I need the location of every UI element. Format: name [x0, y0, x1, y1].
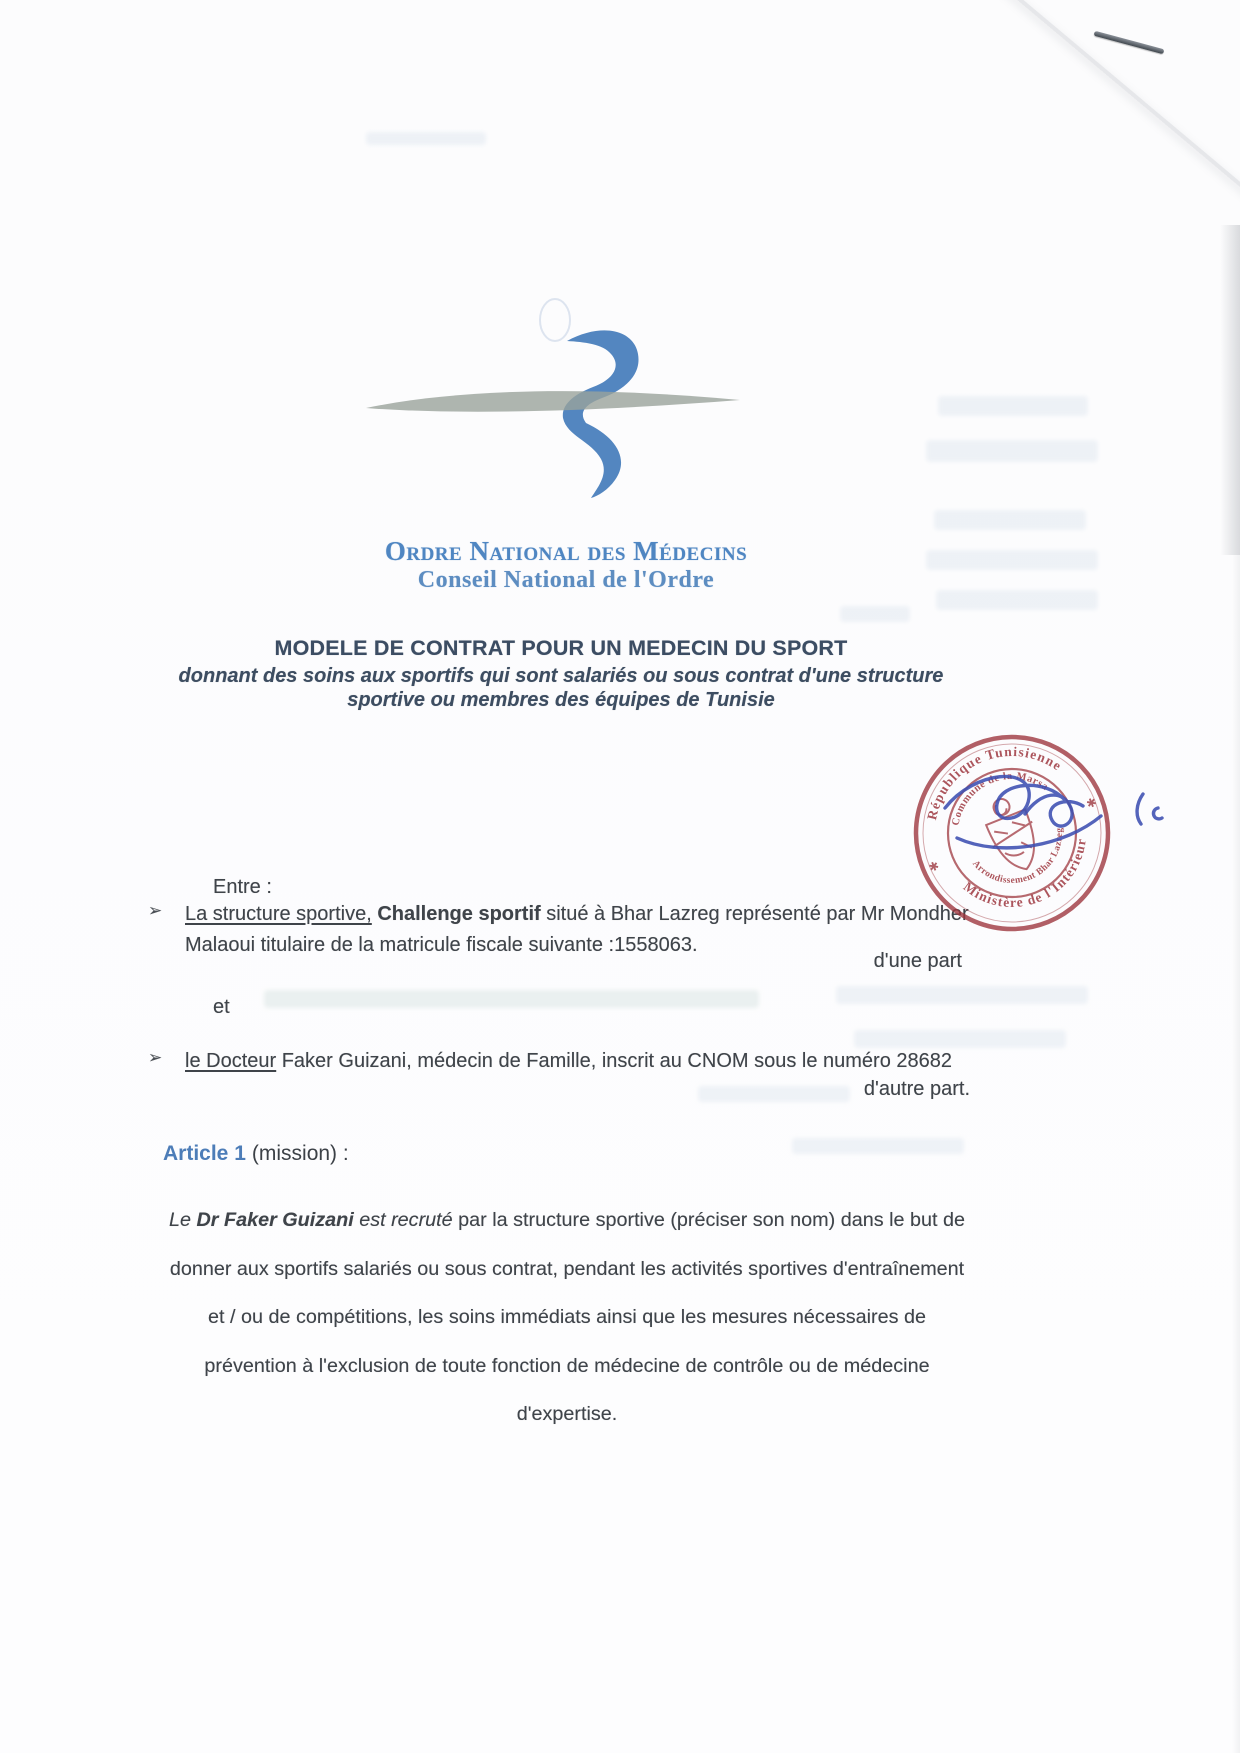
page-edge-shadow [1220, 225, 1240, 555]
document-title-block [0, 636, 1122, 712]
stamp-outer-top-text: République Tunisienne [924, 743, 1065, 822]
bleed-through-mark [366, 132, 486, 145]
stamp-inner-bottom-text: Arrondissement Bhar Lazreg [970, 827, 1066, 887]
stamp-star-left-icon: ✱ [926, 858, 942, 876]
bleed-through-mark [836, 986, 1088, 1004]
stamp-inner-top-text: Commune de la Marsa [950, 770, 1051, 827]
organization-name: Ordre National des Médecins [384, 536, 748, 566]
party1-line2: Malaoui titulaire de la matricule fiscale suivante :1558063. [185, 934, 698, 956]
bleed-through-mark [264, 990, 759, 1008]
article1-lead: Le [168, 1209, 191, 1231]
page-edge-shadow-lower [1232, 555, 1240, 1753]
arrow-bullet-icon: ➢ [148, 901, 163, 920]
bleed-through-mark [840, 606, 910, 622]
organization-council-line: Conseil National de l'Ordre [417, 567, 715, 593]
bleed-through-mark [792, 1138, 964, 1154]
party1-lead: La structure sportive, [185, 903, 372, 925]
article1-number: Article 1 [163, 1142, 246, 1165]
document-subtitle-line2: sportive ou membres des équipes de Tunisie [347, 689, 775, 711]
signature-icon [905, 742, 1180, 912]
arrow-bullet-icon: ➢ [148, 1048, 163, 1067]
party1-closing: d'une part [873, 950, 962, 972]
party2-rest: Faker Guizani, médecin de Famille, inscrit au CNOM sous le numéro 28682 [281, 1050, 953, 1072]
organization-header [0, 536, 1132, 594]
connector-et: et [213, 996, 230, 1018]
party2-lead: le Docteur [185, 1050, 277, 1072]
party2-item [148, 1046, 975, 1077]
article1-doctor-name: Dr Faker Guizani [196, 1209, 354, 1231]
caduceus-serpent-icon [362, 296, 744, 504]
party1-rest: situé à Bhar Lazreg représenté par Mr Mondher [546, 903, 969, 925]
article1-verb: est recruté [359, 1209, 453, 1231]
document-subtitle-line1: donnant des soins aux sportifs qui sont salariés ou sous contrat d'une structure [178, 665, 944, 687]
article1-label: (mission) : [251, 1142, 349, 1165]
bleed-through-mark [934, 510, 1086, 530]
between-label: Entre : [213, 876, 272, 898]
onm-logo [362, 296, 744, 504]
stamp-outer-bottom-text: Ministère de l'Intérieur [960, 836, 1089, 911]
party1-name: Challenge sportif [377, 903, 541, 925]
staple [1094, 31, 1165, 54]
article1-body [160, 1196, 974, 1439]
document-subtitle [0, 664, 1122, 712]
signature [905, 742, 1180, 912]
page-fold-crease [999, 0, 1240, 216]
party2-closing: d'autre part. [863, 1078, 970, 1100]
document-title: MODELE DE CONTRAT POUR UN MEDECIN DU SPORT [274, 636, 848, 660]
party2-text [185, 1046, 975, 1077]
bleed-through-mark [926, 440, 1098, 462]
bleed-through-mark [938, 396, 1088, 416]
stamp-star-right-icon: ✱ [1084, 794, 1099, 812]
article1-heading [163, 1142, 349, 1166]
article1-text: par la structure sportive (préciser son nom) dans le but de donner aux sportifs salariés ou sous contrat, pendant les activités sportives d'entraînement et / ou de compétitions, les soins immédiats ainsi que les mesures nécessaires de prévention à l'exclusion de toute fonction de médecine de contrôle ou de médecine d'expertise. [169, 1209, 966, 1425]
